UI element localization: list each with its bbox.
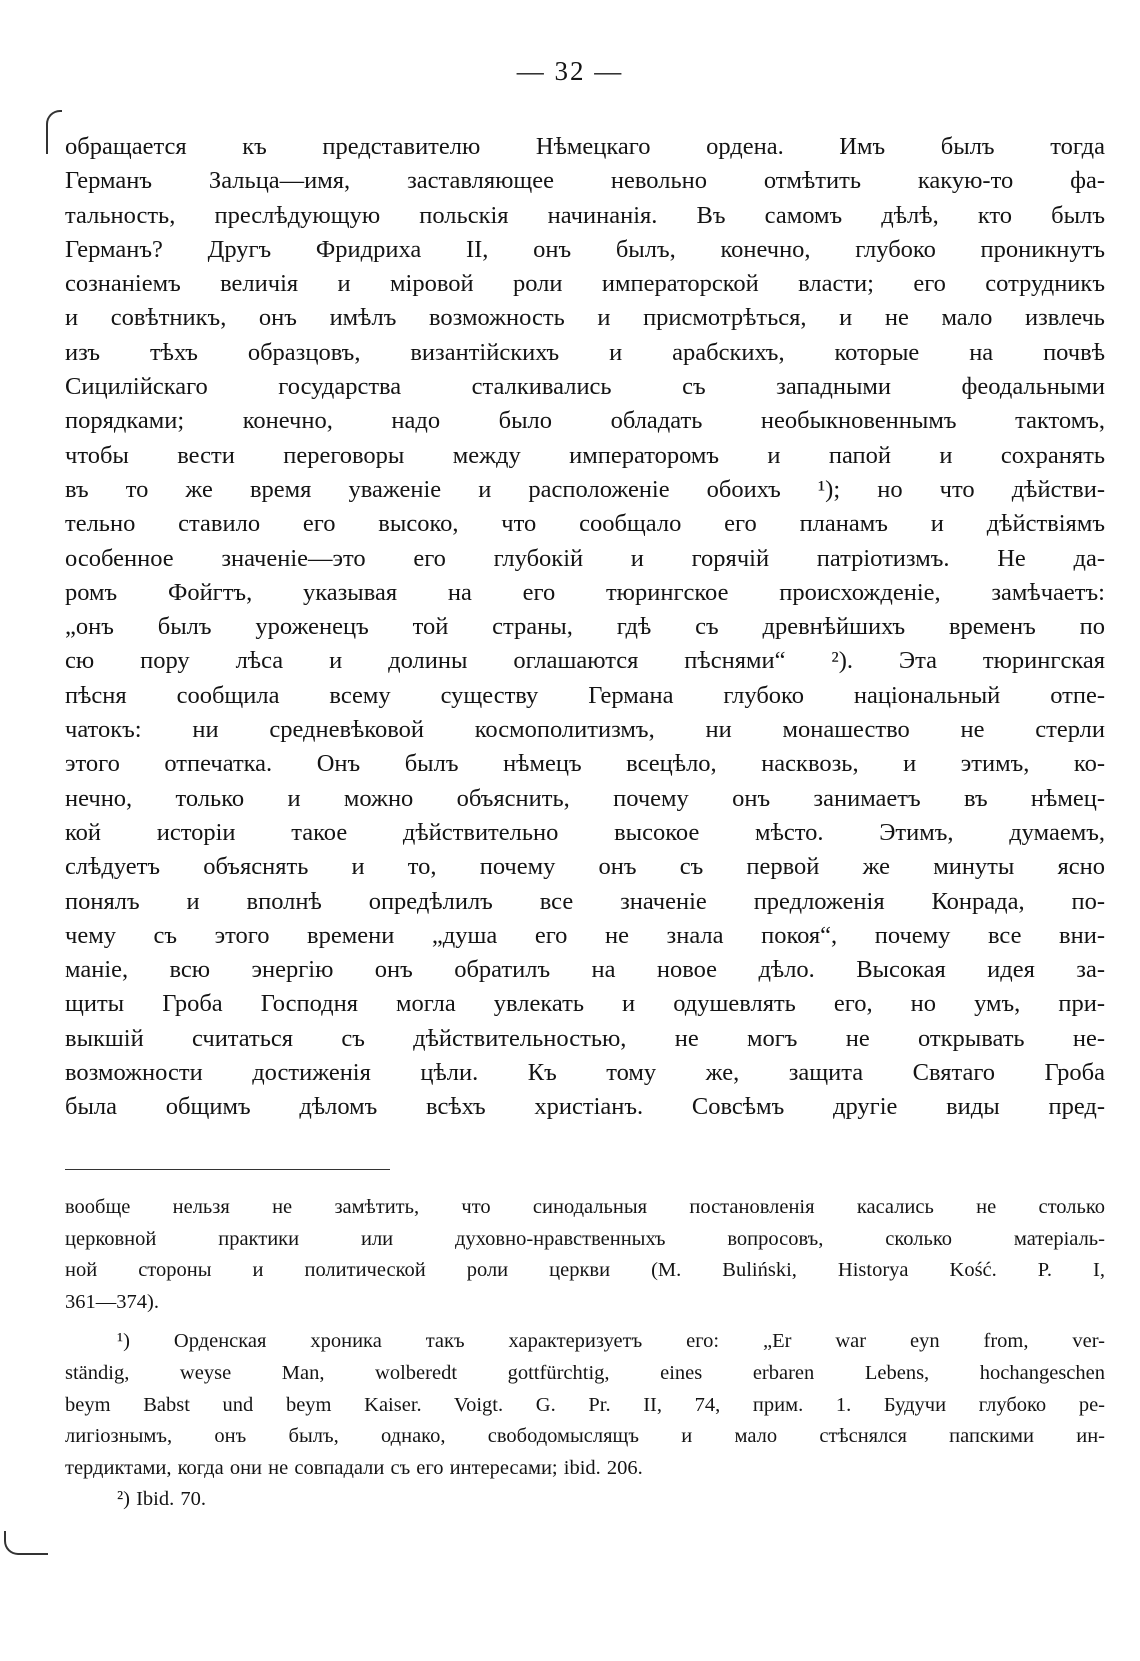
footnote-line: церковной практики или духовно-нравственныхъ вопросовъ, сколько матеріаль- [65, 1227, 1105, 1250]
footnote-1-line: ständig, weyse Man, wolberedt gottfürchtig, eines erbaren Lebens, hochangeschen [65, 1361, 1105, 1384]
margin-pencil-mark [4, 1531, 48, 1555]
footnote-1-line: beym Babst und beym Kaiser. Voigt. G. Pr. II, 74, прим. 1. Будучи глубоко ре- [65, 1393, 1105, 1416]
text-line: нечно, только и можно объяснить, почему онъ занимаетъ въ нѣмец- [65, 784, 1105, 812]
text-line: кой исторіи такое дѣйствительно высокое мѣсто. Этимъ, думаемъ, [65, 818, 1105, 846]
text-line: тельно ставило его высоко, что сообщало его планамъ и дѣйствіямъ [65, 510, 1105, 538]
footnote-2: ²) Ibid. 70. [117, 1488, 206, 1511]
footnotes [65, 1192, 1105, 1516]
text-line: чатокъ: ни средневѣковой космополитизмъ, ни монашество не стерли [65, 716, 1105, 744]
text-line: была общимъ дѣломъ всѣхъ христіанъ. Совсѣмъ другіе виды пред- [65, 1093, 1105, 1121]
text-line: выкшій считаться съ дѣйствительностью, не могъ не открывать не- [65, 1024, 1105, 1052]
text-line: изъ тѣхъ образцовъ, византійскихъ и арабскихъ, которые на почвѣ [65, 338, 1105, 366]
text-line: этого отпечатка. Онъ былъ нѣмецъ всецѣло, насквозь, и этимъ, ко- [65, 750, 1105, 778]
footnote-divider [65, 1169, 390, 1170]
text-line: маніе, всю энергію онъ обратилъ на новое дѣло. Высокая идея за- [65, 956, 1105, 984]
text-line: чему съ этого времени „душа его не знала покоя“, почему все вни- [65, 921, 1105, 949]
text-line: понялъ и вполнѣ опредѣлилъ все значеніе предложенія Конрада, по- [65, 887, 1105, 915]
footnote-line: ной стороны и политической роли церкви (M. Buliński, Historya Kość. P. I, [65, 1259, 1105, 1282]
text-line: возможности достиженія цѣли. Къ тому же, защита Святаго Гроба [65, 1059, 1105, 1087]
text-line: въ то же время уваженіе и расположеніе обоихъ ¹); но что дѣйстви- [65, 475, 1105, 503]
text-line: „онъ былъ уроженецъ той страны, гдѣ съ древнѣйшихъ временъ по [65, 613, 1105, 641]
page-number: — 32 — [516, 56, 624, 86]
footnote-1-line: тердиктами, когда они не совпадали съ его интересами; ibid. 206. [65, 1456, 643, 1479]
main-text [65, 130, 1105, 1125]
text-line: Сицилійскаго государства сталкивались съ западными феодальными [65, 373, 1105, 401]
text-line: ромъ Фойгтъ, указывая на его тюрингское происхожденіе, замѣчаетъ: [65, 578, 1105, 606]
text-line: и совѣтникъ, онъ имѣлъ возможность и присмотрѣться, и не мало извлечь [65, 304, 1105, 332]
text-line: пѣсня сообщила всему существу Германа глубоко національный отпе- [65, 681, 1105, 709]
margin-bracket-mark [46, 110, 62, 154]
text-line: сознаніемъ величія и міровой роли императорской власти; его сотрудникъ [65, 270, 1105, 298]
text-line: порядками; конечно, надо было обладать необыкновеннымъ тактомъ, [65, 407, 1105, 435]
text-line: обращается къ представителю Нѣмецкаго ордена. Имъ былъ тогда [65, 133, 1105, 160]
text-line: тальность, преслѣдующую польскія начинанія. Въ самомъ дѣлѣ, кто былъ [65, 201, 1105, 229]
text-line: слѣдуетъ объяснять и то, почему онъ съ первой же минуты ясно [65, 853, 1105, 881]
text-line: чтобы вести переговоры между императоромъ и папой и сохранять [65, 441, 1105, 469]
footnote-1-line: лигіознымъ, онъ былъ, однако, свободомыслящъ и мало стѣснялся папскими ин- [65, 1425, 1105, 1448]
text-line: сю пору лѣса и долины оглашаются пѣснями“ ²). Эта тюрингская [65, 647, 1105, 675]
footnote-1-line: ¹) Орденская хроника такъ характеризуетъ его: „Er war eyn from, ver- [117, 1330, 1105, 1353]
footnote-line: вообще нельзя не замѣтить, что синодальныя постановленія касались не столько [65, 1196, 1105, 1218]
footnote-line: 361—374). [65, 1290, 159, 1313]
text-line: Германъ Зальца—имя, заставляющее невольно отмѣтить какую-то фа- [65, 167, 1105, 195]
text-line: щиты Гроба Господня могла увлекать и одушевлять его, но умъ, при- [65, 990, 1105, 1018]
text-line: Германъ? Другъ Фридриха II, онъ былъ, конечно, глубоко проникнутъ [65, 235, 1105, 263]
text-line: особенное значеніе—это его глубокій и горячій патріотизмъ. Не да- [65, 544, 1105, 572]
